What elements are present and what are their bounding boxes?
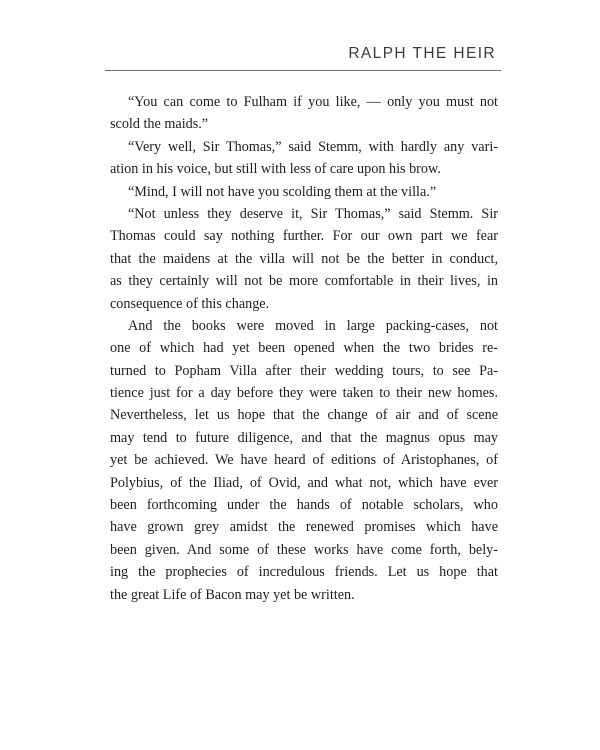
text-line: “Mind, I will not have you scolding them at the villa.” (128, 183, 437, 200)
text-line: have grown grey amidst the renewed promises which have (110, 519, 498, 536)
text-line: Thomas could say nothing further. For our own part we fear (110, 228, 498, 245)
running-head: RALPH THE HEIR (348, 45, 496, 62)
text-line: yet be achieved. We have heard of editions of Aristophanes, of (110, 452, 498, 469)
text-line: Nevertheless, let us hope that the change of air and of scene (110, 407, 498, 424)
text-line: “Very well, Sir Thomas,” said Stemm, with hardly any vari- (128, 138, 498, 155)
text-line: And the books were moved in large packing-cases, not (128, 317, 498, 334)
text-line: tience just for a day before they were taken to their new homes. (110, 385, 498, 402)
text-line: that the maidens at the villa will not be the better in conduct, (110, 250, 498, 267)
text-line: as they certainly will not be more comfortable in their lives, in (110, 273, 498, 290)
text-line: Polybius, of the Iliad, of Ovid, and what not, which have ever (110, 474, 498, 491)
text-line: been forthcoming under the hands of notable scholars, who (110, 497, 498, 514)
text-line: been given. And some of these works have come forth, bely- (110, 541, 498, 558)
text-line: turned to Popham Villa after their wedding tours, to see Pa- (110, 362, 498, 379)
body-text (110, 91, 498, 606)
text-line: the great Life of Bacon may yet be written. (110, 586, 355, 603)
text-line: “You can come to Fulham if you like, — only you must not (128, 94, 498, 110)
text-line: “Not unless they deserve it, Sir Thomas,” said Stemm. Sir (128, 205, 498, 222)
text-line: ation in his voice, but still with less of care upon his brow. (110, 161, 441, 178)
text-line: one of which had yet been opened when the two brides re- (110, 340, 498, 357)
header-rule (105, 70, 501, 71)
text-line: consequence of this change. (110, 295, 270, 312)
text-line: scold the maids.” (110, 116, 209, 133)
text-line: ing the prophecies of incredulous friends. Let us hope that (110, 564, 498, 581)
text-line: may tend to future diligence, and that the magnus opus may (110, 429, 498, 446)
